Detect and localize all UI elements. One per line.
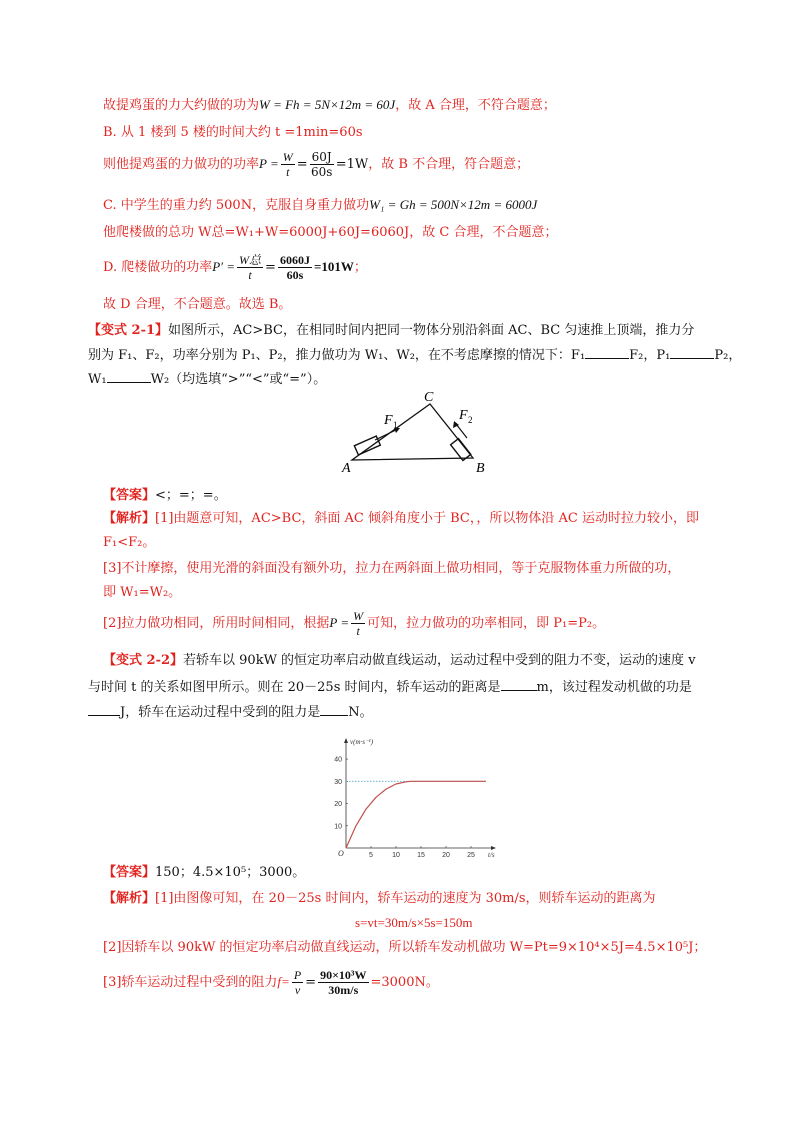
vertex-label-c: C	[424, 392, 434, 405]
origin-label: O	[338, 849, 344, 858]
x-tick-label: 15	[417, 852, 425, 859]
x-tick-label: 25	[467, 852, 475, 859]
analysis-2-1-line-5	[103, 606, 605, 641]
question-2-1-line-3	[88, 370, 326, 389]
analysis-2-1-line-4: 即 W₁=W₂。	[103, 585, 182, 600]
text-span: [2]拉力做功相同，所用时间相同，根据	[103, 616, 330, 631]
text-span: ；	[353, 260, 367, 275]
text-span: 可知，拉力做功的功率相同，即 P₁=P₂。	[367, 616, 606, 631]
block-on-bc	[451, 439, 471, 461]
result: =101W	[313, 259, 354, 274]
text-span: [1]由图像可知，在 20－25s 时间内，轿车运动的速度为 30m/s，则轿车运动的距离为	[155, 891, 656, 906]
text-span: D. 爬楼做功的功率	[103, 260, 213, 275]
y-tick-label: 30	[334, 778, 342, 786]
formula-symbol: P′ =	[212, 259, 236, 274]
analysis-tag: 【解析】	[103, 891, 156, 906]
chart-series	[346, 781, 486, 848]
analysis-2-2-line-4	[103, 962, 439, 1003]
answer-tag: 【答案】	[103, 865, 156, 880]
y-axis-arrow-icon	[344, 738, 348, 743]
question-2-1-line-2	[88, 346, 741, 365]
x-axis-label: t/s	[488, 851, 495, 859]
analysis-2-2-line-2: s=vt=30m/s×5s=150m	[355, 915, 473, 930]
question-tag: 【变式 2-2】	[103, 653, 184, 668]
fraction	[351, 609, 365, 638]
x-tick-label: 10	[392, 852, 400, 859]
text-span: m，该过程发动机做的功是	[536, 680, 692, 695]
text-span: J，轿车在运动过程中受到的阻力是	[120, 705, 321, 720]
chart-axes	[344, 738, 496, 850]
fraction	[318, 968, 368, 997]
fraction	[292, 968, 303, 997]
result: =1W	[335, 157, 369, 172]
text-span: [3]轿车运动过程中受到的阻力	[103, 975, 278, 990]
analysis-2-1-line-1	[103, 510, 699, 528]
question-2-1-line-1	[88, 322, 694, 340]
x-axis-arrow-icon	[491, 846, 496, 850]
numerator: W总	[239, 253, 262, 267]
question-2-2-line-1	[103, 652, 696, 670]
analysis-2-2-line-3: [2]因轿车以 90kW 的恒定功率启动做直线运动，所以轿车发动机做功 W=Pt=9×10⁴×5J=4.5×10⁵J；	[103, 940, 707, 955]
text-span: ，故 A 合理，不符合题意；	[395, 98, 556, 113]
solution-line-1	[103, 96, 556, 115]
answer-blank	[670, 346, 714, 359]
fraction	[310, 150, 334, 179]
answer-text: <；=；=。	[155, 488, 227, 503]
chart-ticks	[334, 757, 475, 859]
question-2-2-line-3	[88, 703, 373, 722]
solution-line-2: B. 从 1 楼到 5 楼的时间大约 t =1min=60s	[103, 125, 363, 140]
text-span: [1]由题意可知，AC>BC，斜面 AC 倾斜角度小于 BC，，所以物体沿 AC 运动时拉力较小，即	[155, 511, 699, 526]
incline-diagram	[330, 392, 500, 478]
question-2-2-line-2	[88, 678, 692, 697]
numerator: 60J	[311, 150, 332, 164]
force-arrow-f2	[456, 424, 467, 438]
answer-blank	[585, 346, 629, 359]
text-span: 则他提鸡蛋的力做功的功率	[103, 157, 260, 172]
equals: =	[296, 157, 308, 172]
denominator: t	[356, 624, 360, 638]
text-span: P₂，	[714, 348, 742, 363]
formula-symbol: P =	[259, 156, 279, 171]
analysis-2-1-line-2: F₁<F₂。	[103, 535, 156, 550]
numerator: W	[353, 609, 364, 623]
text-span: 别为 F₁、F₂，功率分别为 P₁、P₂，推力做功为 W₁、W₂，在不考虑摩擦的情况下：F₁	[88, 348, 586, 363]
x-tick-label: 5	[369, 852, 373, 859]
equals: =	[265, 260, 276, 275]
force-label-f2: F	[459, 408, 468, 423]
solution-line-6	[103, 250, 367, 285]
text-span: F₂，P₁	[629, 348, 671, 363]
denominator: v	[294, 983, 301, 997]
text-span: 故提鸡蛋的力大约做的功为	[103, 98, 260, 113]
equals: =	[305, 975, 317, 990]
denominator: 60s	[310, 165, 333, 179]
answer-blank	[320, 703, 348, 716]
formula-work: W = Fh = 5N×12m = 60J	[259, 97, 396, 112]
y-tick-label: 40	[334, 756, 342, 764]
analysis-tag: 【解析】	[103, 511, 156, 526]
fraction	[278, 253, 312, 282]
denominator: t	[286, 165, 290, 179]
vertex-label-a: A	[342, 461, 351, 476]
text-span: N。	[348, 705, 373, 720]
solution-line-4	[103, 196, 537, 215]
text-span: 与时间 t 的关系如图甲所示。则在 20－25s 时间内，轿车运动的距离是	[88, 680, 501, 695]
answer-blank	[107, 370, 151, 383]
denominator: 60s	[286, 268, 304, 282]
numerator: 6060J	[279, 253, 310, 267]
force-subscript: 2	[468, 415, 473, 425]
answer-text: 150；4.5×10⁵；3000。	[155, 865, 306, 880]
y-axis-label: v(m·s⁻¹)	[350, 738, 374, 746]
question-tag: 【变式 2-1】	[88, 323, 169, 338]
numerator: 90×10³W	[320, 968, 367, 982]
y-tick-label: 10	[334, 823, 342, 831]
solution-line-7: 故 D 合理，不合题意。故选 B。	[103, 297, 292, 312]
text-span: ，故 B 不合理，符合题意；	[368, 157, 530, 172]
vertex-label-b: B	[476, 461, 485, 476]
denominator: t	[248, 268, 252, 282]
x-tick-label: 20	[442, 852, 450, 859]
solution-line-3	[103, 148, 529, 181]
formula-symbol: P =	[329, 615, 350, 630]
solution-line-5: 他爬楼做的总功 W总=W₁+W=6000J+60J=6060J，故 C 合理，不合题意；	[103, 225, 558, 240]
force-subscript: 1	[393, 420, 398, 430]
denominator: 30m/s	[328, 983, 359, 997]
fraction	[237, 253, 263, 282]
answer-blank	[88, 703, 120, 716]
y-tick-label: 20	[334, 801, 342, 809]
result: =3000N。	[370, 975, 439, 990]
series-line	[346, 781, 486, 848]
numerator: P	[293, 968, 302, 982]
velocity-time-chart	[320, 734, 500, 862]
text-span: W₂（均选填“>”“<”或“=”）。	[150, 372, 327, 387]
analysis-2-2-line-1	[103, 890, 656, 908]
text-span: C. 中学生的重力约 500N，克服自身重力做功	[103, 198, 370, 213]
force-arrow-f1	[375, 429, 398, 440]
incline-triangle	[352, 404, 473, 460]
answer-2-1	[103, 487, 227, 505]
formula-work: W₁ = Gh = 500N×12m = 6000J	[369, 197, 538, 212]
text-span: 如图所示，AC>BC，在相同时间内把同一物体分别沿斜面 AC、BC 匀速推上顶端，推力分	[168, 323, 695, 338]
text-span: 若轿车以 90kW 的恒定功率启动做直线运动，运动过程中受到的阻力不变，运动的速度 v	[183, 653, 696, 668]
answer-blank	[501, 678, 537, 691]
fraction	[281, 150, 295, 179]
force-label-f1: F	[384, 413, 393, 428]
answer-2-2	[103, 864, 305, 882]
formula-symbol: f=	[277, 974, 290, 989]
analysis-2-1-line-3: [3]不计摩擦，使用光滑的斜面没有额外功，拉力在两斜面上做功相同，等于克服物体重力所做的功，	[103, 561, 681, 576]
answer-tag: 【答案】	[103, 488, 156, 503]
text-span: W₁	[88, 372, 107, 387]
numerator: W	[282, 150, 293, 164]
